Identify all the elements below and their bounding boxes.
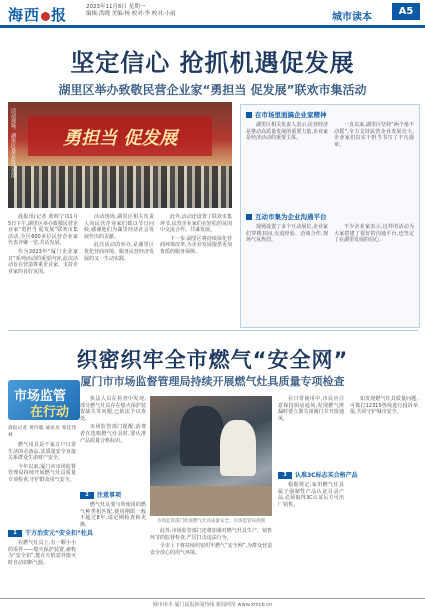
paragraph: 此外,市场监管部门还将加强对燃气灶具生产、销售环节的监督检查,严厉打击违法行为。 xyxy=(150,528,272,541)
paragraph: 燃气灶具要与所使用的燃气种类相匹配,使用期限一般不超过8年,请定期检查和更换。 xyxy=(80,502,146,528)
story1-photo xyxy=(8,102,232,208)
paragraph: 在燃气灶具上,有一颗小小的零件——熄火保护装置,被称为“安全扣”,能在火焰意外熄灭时自动切断气源。 xyxy=(8,540,76,566)
story-divider xyxy=(8,330,418,331)
story2-column-3 xyxy=(150,528,272,558)
masthead-meta xyxy=(86,4,176,18)
paragraph: 晨报讯(记者 黄晖宁)11月5日下午,湖里区举办致敬民营企业家“勇担当 促发展”联欢市集活动,全区600多位民营企业家代表齐聚一堂,共话发展。 xyxy=(8,214,78,247)
section-marker-icon: 3 xyxy=(278,472,292,479)
story2-subhead-3-text: 认准3C标志买合格产品 xyxy=(295,472,358,479)
sidebar-heading-2 xyxy=(246,212,327,221)
stage-banner-text: 勇担当 促发展 xyxy=(63,128,178,149)
story2-subhead-2-text-body xyxy=(80,502,146,530)
story1-photo-caption: 活动现场。湖里区委宣传部供图 xyxy=(10,108,16,178)
issue-date: 2023年11月6日 星期一 xyxy=(86,4,146,10)
paragraph: 现场设置了多个互动展位,企业家们穿梭其间,交流经验、洽谈合作,现场气氛热烈。 xyxy=(246,224,328,244)
story2-subhead-3-text-body xyxy=(278,482,344,510)
paragraph: 如发现燃气灶具质量问题,可拨打12315热线进行投诉举报,共同守护城市安全。 xyxy=(350,396,418,416)
logo-text-left: 海西 xyxy=(8,6,41,24)
paragraph: 根据规定,家用燃气灶具属于强制性产品认证目录产品,必须取得3C认证后方可出厂销售。 xyxy=(278,482,344,508)
story1-subtitle: 湖里区举办致敬民营企业家“勇担当 促发展”联欢市集活动 xyxy=(58,83,367,97)
paragraph: 不少企业家表示,这样的活动为大家搭建了很好的沟通平台,也坚定了在湖里发展的信心。 xyxy=(334,224,414,244)
paragraph: 下一步,湖里区将持续深化营商环境改革,为企业发展提供更加优质的服务保障。 xyxy=(160,235,232,255)
story2-column-5 xyxy=(350,396,418,418)
appliance-counter xyxy=(150,486,272,516)
sidebar-heading-1-text: 在市场里面搞企业家精神 xyxy=(255,111,327,119)
story2-column-1 xyxy=(8,442,76,486)
story2-column-2 xyxy=(80,396,146,446)
paragraph: 今年以来,厦门市市场监督管理局持续开展燃气灶具质量专项检查,守护群众用气安全。 xyxy=(8,463,76,483)
paragraph: 执法人员在检查中发现,部分燃气灶具存在熄火保护装置缺失等问题,已依法予以查处。 xyxy=(80,396,146,422)
paragraph: 作为2023年“厦门企业家日”系列活动的重要内容,此次活动旨在营造尊重企业家、支持企业家的良好氛围。 xyxy=(8,248,79,275)
story1-column-1 xyxy=(8,214,78,277)
story2-headline: 织密织牢全市燃气“安全网” xyxy=(76,348,349,372)
sidebar-heading-1 xyxy=(246,110,327,119)
story2-subtitle: 厦门市市场监督管理局持续开展燃气灶具质量专项检查 xyxy=(80,375,345,388)
paragraph: 燃气用具是千家万户日常生活的必备品,其质量安全直接关系群众生命财产安全。 xyxy=(8,442,76,462)
paragraph: 此外,活动还设置了联欢市集环节,民营企业家们在轻松的氛围中交流合作、共谋发展。 xyxy=(160,214,232,234)
badge-line-2: 在行动 xyxy=(30,405,70,420)
paragraph: 市场监管部门提醒,消费者在选购燃气灶具时,要认准产品质量合格标识。 xyxy=(80,424,146,444)
square-bullet-icon xyxy=(246,112,252,118)
story2-photo xyxy=(150,396,272,516)
story2-subhead-3 xyxy=(278,470,358,479)
paragraph: 湖里区相关负责人表示,民营经济是推动高质量发展的重要力量,企业家是经济活动的重要主体。 xyxy=(246,122,328,142)
story1-headline: 坚定信心 抢抓机遇促发展 xyxy=(70,49,355,77)
story2-photo-caption: 市场监管部门检查燃气灶具质量安全。市场监管局供图 xyxy=(157,519,265,524)
story1-column-2 xyxy=(84,214,154,264)
paragraph: 全市上下将持续织密织牢燃气“安全网”,为群众营造安全放心的用气环境。 xyxy=(150,543,272,556)
editor-credits: 编辑:洪晓 美编:杨 校对:李 校对:小雨 xyxy=(86,11,176,17)
story2-subhead-1-text: 干方治安元“安全扣”杜具 xyxy=(25,530,93,537)
footer-rule xyxy=(0,598,425,599)
paragraph: 此次活动的举办,是湖里区优化营商环境、服务民营经济发展的又一生动实践。 xyxy=(84,242,155,262)
paragraph: 在日常使用中,市民应注意保持厨房通风,发现燃气泄漏时要立即关闭阀门并开窗通风。 xyxy=(278,396,344,422)
story2-subhead-2 xyxy=(80,490,121,499)
story2-byline: 晨报记者 黄玲聪 通讯员 邹佳伟 林 xyxy=(8,426,76,438)
paragraph: 活动现场,湖里区相关负责人向民营企业家们致以节日问候,感谢他们为湖里经济社会发展作出的贡献。 xyxy=(84,214,154,240)
sidebar-text-1b xyxy=(334,122,414,150)
inspector-figure xyxy=(180,406,224,466)
section-name: 城市读本 xyxy=(332,12,372,23)
sidebar-text-2b xyxy=(334,224,414,246)
sidebar-text-2a xyxy=(246,224,328,246)
staff-figure xyxy=(220,420,256,476)
sidebar-heading-2-text: 互动市集为企业沟通平台 xyxy=(255,213,327,221)
section-marker-icon: 1 xyxy=(8,530,22,537)
story1-column-3 xyxy=(160,214,232,258)
page-footer: 城市读本 厦门晨报新闻热线 新闻网址 www.xmcb.cn xyxy=(152,602,273,608)
sidebar-text-1a xyxy=(246,122,328,144)
masthead xyxy=(0,0,425,26)
newspaper-logo xyxy=(8,4,67,25)
page-number: A5 xyxy=(392,3,420,20)
story2-column-4 xyxy=(278,396,344,424)
story2-subhead-1-text-body xyxy=(8,540,76,568)
logo-dot-icon xyxy=(41,12,50,21)
badge-line-1: 市场监管 xyxy=(14,389,67,404)
audience-crowd xyxy=(8,166,232,208)
section-marker-icon: 2 xyxy=(80,492,94,499)
story2-subhead-2-text: 注意事项 xyxy=(97,492,122,499)
masthead-rule xyxy=(0,25,425,28)
market-regulation-badge xyxy=(8,380,80,420)
logo-text-right: 报 xyxy=(51,6,68,24)
paragraph: 一直以来,湖里区坚持“两个毫不动摇”,全力支持民营企业发展壮大,企业家们以实干担当书写了不凡篇章。 xyxy=(334,122,414,148)
square-bullet-icon xyxy=(246,214,252,220)
